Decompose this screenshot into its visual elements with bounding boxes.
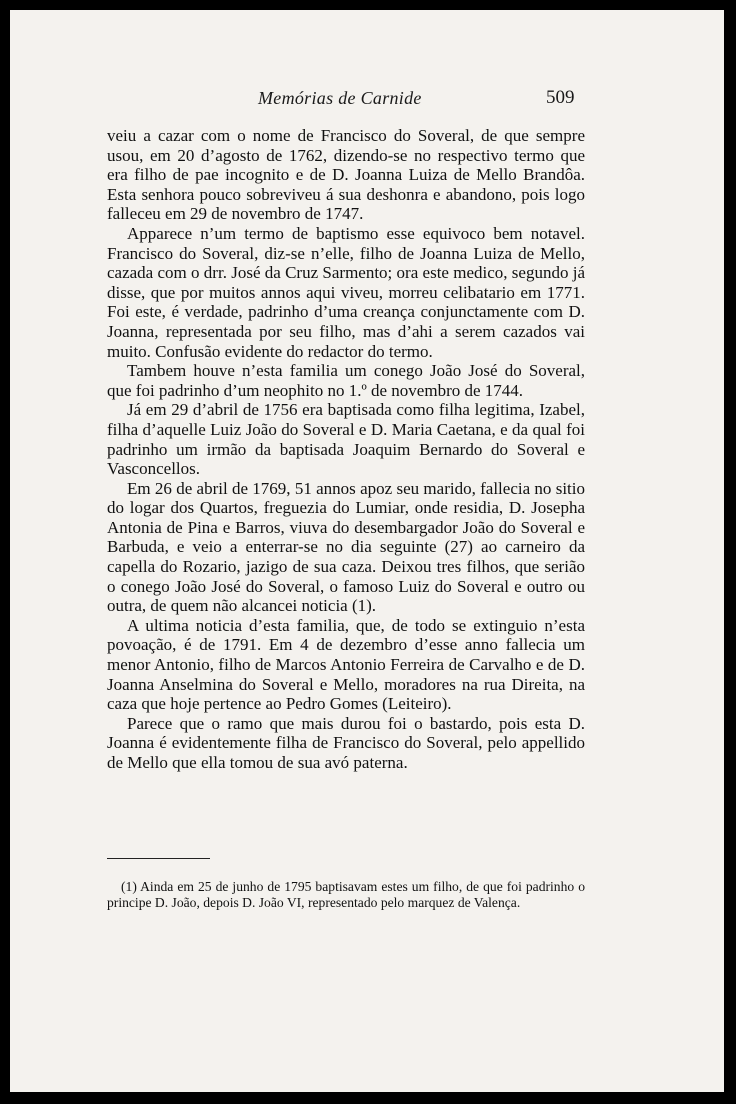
- paragraph: Tambem houve n’esta familia um conego João José do Soveral, que foi padrinho d’um neophito no 1.º de novembro de 1744.: [107, 361, 585, 400]
- paragraph-continuation: veiu a cazar com o nome de Francisco do Soveral, de que sempre usou, em 20 d’agosto de 1762, dizendo-se no respectivo termo que era filho de pae incognito e de D. Joanna Luiza de Mello Brandôa. Esta senhora pouco sobreviveu á sua deshonra e abandono, pois logo falleceu em 29 de novembro de 1747.: [107, 126, 585, 224]
- paragraph: Já em 29 d’abril de 1756 era baptisada como filha legitima, Izabel, filha d’aquelle Luiz João do Soveral e D. Maria Caetana, e da qual foi padrinho um irmão da baptisada Joaquim Bernardo do Soveral e Vasconcellos.: [107, 400, 585, 479]
- page-header: [10, 88, 724, 112]
- paragraph: Apparece n’um termo de baptismo esse equivoco bem notavel. Francisco do Soveral, diz-se n’elle, filho de Joanna Luiza de Mello, cazada com o drr. José da Cruz Sarmento; ora este medico, segundo já disse, que por muitos annos aqui viveu, morreu celibatario em 1771. Foi este, é verdade, padrinho d’uma creança conjunctamente com D. Joanna, representada por seu filho, mas d’ahi a serem cazados vai muito. Confusão evidente do redactor do termo.: [107, 223, 585, 361]
- running-title: Memórias de Carnide: [258, 88, 422, 108]
- paragraph: Em 26 de abril de 1769, 51 annos apoz seu marido, fallecia no sitio do logar dos Quartos, freguezia do Lumiar, onde residia, D. Josepha Antonia de Pina e Barros, viuva do desembargador João do Soveral e Barbuda, e veio a enterrar-se no dia seguinte (27) ao carneiro da capella do Rozario, jazigo de sua caza. Deixou tres filhos, que serião o conego João José do Soveral, o famoso Luiz do Soveral e outro ou outra, de quem não alcancei noticia (1).: [107, 478, 585, 616]
- paragraph: Parece que o ramo que mais durou foi o bastardo, pois esta D. Joanna é evidentemente filha de Francisco do Soveral, pelo appellido de Mello que ella tomou de sua avó paterna.: [107, 713, 585, 772]
- paragraph: A ultima noticia d’esta familia, que, de todo se extinguio n’esta povoação, é de 1791. Em 4 de dezembro d’esse anno fallecia um menor Antonio, filho de Marcos Antonio Ferreira de Carvalho e de D. Joanna Anselmina do Soveral e Mello, moradores na rua Direita, na caza que hoje pertence ao Pedro Gomes (Leiteiro).: [107, 615, 585, 714]
- body-text: [107, 126, 585, 773]
- book-page: [10, 10, 724, 1092]
- footnote: (1) Ainda em 25 de junho de 1795 baptisavam estes um filho, de que foi padrinho o principe D. João, depois D. João VI, representado pelo marquez de Valença.: [107, 879, 585, 910]
- footnote-divider: [107, 858, 210, 859]
- page-number: 509: [546, 87, 575, 108]
